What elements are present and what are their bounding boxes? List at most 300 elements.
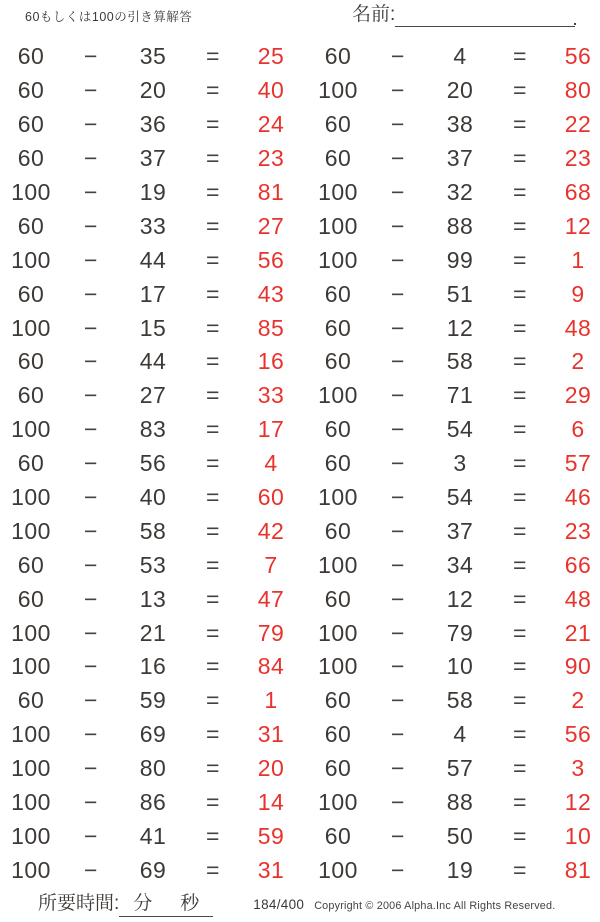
equals-sign: = <box>206 212 220 239</box>
problem-row <box>307 108 600 142</box>
minuend: 100 <box>11 856 51 883</box>
subtrahend: 36 <box>139 111 167 138</box>
equals-sign: = <box>513 450 527 477</box>
answer-value: 56 <box>564 721 592 748</box>
minus-operator: − <box>391 179 405 205</box>
answer-value: 40 <box>257 77 285 104</box>
subtrahend: 69 <box>139 856 167 883</box>
answer-value: 57 <box>564 450 592 477</box>
problem-row <box>0 379 290 413</box>
minuend: 100 <box>318 484 358 511</box>
answer-value: 68 <box>564 179 592 205</box>
minuend: 60 <box>17 450 45 477</box>
minus-operator: − <box>391 755 405 782</box>
problem-row <box>0 548 290 582</box>
answer-value: 2 <box>571 348 585 375</box>
problem-row <box>307 379 600 413</box>
subtrahend: 33 <box>139 212 167 239</box>
minus-operator: − <box>391 77 405 104</box>
answer-value: 84 <box>257 653 285 680</box>
answer-value: 81 <box>564 856 592 883</box>
subtrahend: 17 <box>139 280 167 307</box>
minus-operator: − <box>391 619 405 646</box>
subtrahend: 44 <box>139 246 167 273</box>
problem-row <box>0 684 290 718</box>
minuend: 100 <box>11 416 51 443</box>
answer-value: 31 <box>257 721 285 748</box>
minuend: 100 <box>318 856 358 883</box>
answer-value: 23 <box>564 517 592 544</box>
minus-operator: − <box>391 416 405 443</box>
minus-operator: − <box>391 111 405 138</box>
answer-value: 59 <box>257 822 285 849</box>
minus-operator: − <box>84 145 98 172</box>
subtrahend: 27 <box>139 382 167 409</box>
subtrahend: 71 <box>446 382 474 409</box>
minus-operator: − <box>84 212 98 239</box>
problem-row <box>307 345 600 379</box>
subtrahend: 44 <box>139 348 167 375</box>
subtrahend: 20 <box>139 77 167 104</box>
problem-row <box>307 311 600 345</box>
equals-sign: = <box>206 348 220 375</box>
subtrahend: 53 <box>139 551 167 578</box>
answer-value: 31 <box>257 856 285 883</box>
minuend: 60 <box>324 280 352 307</box>
subtrahend: 34 <box>446 551 474 578</box>
minuend: 100 <box>11 822 51 849</box>
problem-row <box>307 582 600 616</box>
minutes-label: 分 <box>133 893 153 914</box>
minuend: 100 <box>318 789 358 816</box>
answer-value: 48 <box>564 585 592 612</box>
minuend: 60 <box>324 687 352 714</box>
equals-sign: = <box>206 721 220 748</box>
minus-operator: − <box>84 822 98 849</box>
minuend: 60 <box>17 43 45 70</box>
minus-operator: − <box>84 551 98 578</box>
minus-operator: − <box>84 856 98 883</box>
answer-value: 1 <box>264 687 278 714</box>
minus-operator: − <box>84 484 98 511</box>
minuend: 100 <box>318 179 358 205</box>
equals-sign: = <box>513 212 527 239</box>
equals-sign: = <box>206 43 220 70</box>
equals-sign: = <box>206 517 220 544</box>
answer-value: 23 <box>257 145 285 172</box>
subtrahend: 58 <box>139 517 167 544</box>
equals-sign: = <box>513 619 527 646</box>
subtrahend: 51 <box>446 280 474 307</box>
minuend: 60 <box>324 450 352 477</box>
footer <box>0 888 600 917</box>
equals-sign: = <box>513 484 527 511</box>
minuend: 60 <box>324 721 352 748</box>
minuend: 60 <box>17 280 45 307</box>
minuend: 60 <box>17 348 45 375</box>
problem-row <box>0 819 290 853</box>
equals-sign: = <box>513 856 527 883</box>
problem-row <box>0 752 290 786</box>
answer-value: 25 <box>257 43 285 70</box>
problem-row <box>0 311 290 345</box>
equals-sign: = <box>513 246 527 273</box>
problems-column-left <box>0 40 290 888</box>
subtrahend: 37 <box>139 145 167 172</box>
minuend: 100 <box>318 551 358 578</box>
problem-row <box>307 209 600 243</box>
subtrahend: 69 <box>139 721 167 748</box>
minus-operator: − <box>391 348 405 375</box>
answer-value: 20 <box>257 755 285 782</box>
subtrahend: 19 <box>446 856 474 883</box>
page-indicator: 184/400 <box>253 897 305 912</box>
minuend: 100 <box>318 653 358 680</box>
minus-operator: − <box>391 585 405 612</box>
equals-sign: = <box>513 77 527 104</box>
answer-value: 56 <box>257 246 285 273</box>
answer-value: 6 <box>571 416 585 443</box>
minuend: 100 <box>11 246 51 273</box>
seconds-label: 秒 <box>180 893 200 914</box>
minuend: 100 <box>11 619 51 646</box>
problem-row <box>0 277 290 311</box>
problem-row <box>0 176 290 210</box>
equals-sign: = <box>513 551 527 578</box>
problem-row <box>0 447 290 481</box>
subtrahend: 58 <box>446 687 474 714</box>
problem-row <box>307 718 600 752</box>
equals-sign: = <box>513 789 527 816</box>
minus-operator: − <box>84 179 98 205</box>
equals-sign: = <box>513 721 527 748</box>
minuend: 100 <box>318 246 358 273</box>
minus-operator: − <box>391 822 405 849</box>
problems-column-right <box>290 40 600 888</box>
equals-sign: = <box>513 382 527 409</box>
subtrahend: 57 <box>446 755 474 782</box>
minus-operator: − <box>84 619 98 646</box>
problem-row <box>0 345 290 379</box>
answer-value: 14 <box>257 789 285 816</box>
problem-row <box>307 447 600 481</box>
problem-row <box>307 853 600 887</box>
equals-sign: = <box>206 687 220 714</box>
minus-operator: − <box>84 246 98 273</box>
minuend: 100 <box>11 314 51 341</box>
minuend: 100 <box>11 789 51 816</box>
minuend: 100 <box>11 755 51 782</box>
equals-sign: = <box>513 416 527 443</box>
answer-value: 24 <box>257 111 285 138</box>
answer-value: 27 <box>257 212 285 239</box>
minus-operator: − <box>84 314 98 341</box>
equals-sign: = <box>206 619 220 646</box>
minus-operator: − <box>84 77 98 104</box>
problem-row <box>0 718 290 752</box>
answer-value: 33 <box>257 382 285 409</box>
minuend: 60 <box>17 77 45 104</box>
subtrahend: 19 <box>139 179 167 205</box>
answer-value: 46 <box>564 484 592 511</box>
problem-row <box>0 853 290 887</box>
subtrahend: 40 <box>139 484 167 511</box>
answer-value: 56 <box>564 43 592 70</box>
minus-operator: − <box>84 111 98 138</box>
equals-sign: = <box>206 416 220 443</box>
subtrahend: 88 <box>446 789 474 816</box>
problem-row <box>307 277 600 311</box>
minuend: 60 <box>17 212 45 239</box>
answer-value: 3 <box>571 755 585 782</box>
problem-row <box>307 786 600 820</box>
answer-value: 43 <box>257 280 285 307</box>
equals-sign: = <box>513 517 527 544</box>
equals-sign: = <box>206 77 220 104</box>
subtrahend: 37 <box>446 145 474 172</box>
minuend: 60 <box>17 145 45 172</box>
problem-row <box>0 413 290 447</box>
problems-area <box>0 40 600 888</box>
problem-row <box>0 142 290 176</box>
problem-row <box>0 582 290 616</box>
subtrahend: 88 <box>446 212 474 239</box>
subtrahend: 12 <box>446 314 474 341</box>
minuend: 100 <box>11 721 51 748</box>
problem-row <box>307 40 600 74</box>
answer-value: 29 <box>564 382 592 409</box>
problem-row <box>0 616 290 650</box>
problem-row <box>0 514 290 548</box>
problem-row <box>307 752 600 786</box>
equals-sign: = <box>206 856 220 883</box>
equals-sign: = <box>206 145 220 172</box>
answer-value: 60 <box>257 484 285 511</box>
minus-operator: − <box>391 517 405 544</box>
minus-operator: − <box>391 43 405 70</box>
answer-value: 4 <box>264 450 278 477</box>
minuend: 60 <box>324 822 352 849</box>
equals-sign: = <box>513 43 527 70</box>
subtrahend: 4 <box>453 721 467 748</box>
equals-sign: = <box>513 585 527 612</box>
minus-operator: − <box>84 789 98 816</box>
equals-sign: = <box>513 179 527 205</box>
equals-sign: = <box>206 484 220 511</box>
minus-operator: − <box>391 314 405 341</box>
problem-row <box>307 650 600 684</box>
equals-sign: = <box>513 755 527 782</box>
name-area <box>352 3 575 27</box>
minuend: 100 <box>318 77 358 104</box>
minuend: 60 <box>324 585 352 612</box>
subtrahend: 41 <box>139 822 167 849</box>
name-blank-line <box>395 4 575 27</box>
equals-sign: = <box>206 789 220 816</box>
answer-value: 47 <box>257 585 285 612</box>
problem-row <box>307 413 600 447</box>
subtrahend: 37 <box>446 517 474 544</box>
minuend: 60 <box>17 382 45 409</box>
problem-row <box>307 74 600 108</box>
equals-sign: = <box>513 111 527 138</box>
answer-value: 2 <box>571 687 585 714</box>
answer-value: 48 <box>564 314 592 341</box>
subtrahend: 54 <box>446 484 474 511</box>
minus-operator: − <box>84 280 98 307</box>
problem-row <box>307 243 600 277</box>
problem-row <box>307 142 600 176</box>
equals-sign: = <box>206 382 220 409</box>
problem-row <box>0 786 290 820</box>
problem-row <box>0 40 290 74</box>
subtrahend: 80 <box>139 755 167 782</box>
minuend: 60 <box>17 551 45 578</box>
minuend: 60 <box>17 687 45 714</box>
answer-value: 21 <box>564 619 592 646</box>
answer-value: 12 <box>564 789 592 816</box>
problem-row <box>307 481 600 515</box>
answer-value: 7 <box>264 551 278 578</box>
minus-operator: − <box>84 382 98 409</box>
answer-value: 90 <box>564 653 592 680</box>
answer-value: 85 <box>257 314 285 341</box>
minuend: 60 <box>324 314 352 341</box>
problem-row <box>0 650 290 684</box>
equals-sign: = <box>206 179 220 205</box>
minus-operator: − <box>84 450 98 477</box>
minuend: 60 <box>324 43 352 70</box>
answer-value: 1 <box>571 246 585 273</box>
answer-value: 22 <box>564 111 592 138</box>
subtrahend: 13 <box>139 585 167 612</box>
subtrahend: 20 <box>446 77 474 104</box>
subtrahend: 12 <box>446 585 474 612</box>
answer-value: 79 <box>257 619 285 646</box>
minus-operator: − <box>84 687 98 714</box>
equals-sign: = <box>206 314 220 341</box>
minuend: 60 <box>17 585 45 612</box>
minus-operator: − <box>391 721 405 748</box>
minus-operator: − <box>391 212 405 239</box>
subtrahend: 50 <box>446 822 474 849</box>
minus-operator: − <box>391 484 405 511</box>
subtrahend: 10 <box>446 653 474 680</box>
subtrahend: 16 <box>139 653 167 680</box>
copyright-text: Copyright © 2006 Alpha.Inc All Rights Reserved. <box>314 900 556 912</box>
subtrahend: 15 <box>139 314 167 341</box>
minuend: 100 <box>318 212 358 239</box>
minuend: 100 <box>11 484 51 511</box>
problem-row <box>0 209 290 243</box>
problem-row <box>307 514 600 548</box>
answer-value: 42 <box>257 517 285 544</box>
minuend: 60 <box>324 111 352 138</box>
equals-sign: = <box>513 280 527 307</box>
time-blank-line <box>119 888 213 917</box>
subtrahend: 83 <box>139 416 167 443</box>
minuend: 100 <box>11 653 51 680</box>
minus-operator: − <box>391 789 405 816</box>
subtrahend: 86 <box>139 789 167 816</box>
equals-sign: = <box>206 585 220 612</box>
name-label: 名前: <box>352 4 396 25</box>
equals-sign: = <box>206 653 220 680</box>
minuend: 60 <box>324 416 352 443</box>
subtrahend: 59 <box>139 687 167 714</box>
problem-row <box>0 481 290 515</box>
answer-value: 81 <box>257 179 285 205</box>
problem-row <box>0 108 290 142</box>
answer-value: 23 <box>564 145 592 172</box>
minus-operator: − <box>84 348 98 375</box>
minus-operator: − <box>391 687 405 714</box>
minuend: 60 <box>324 348 352 375</box>
subtrahend: 54 <box>446 416 474 443</box>
equals-sign: = <box>513 687 527 714</box>
minuend: 100 <box>11 179 51 205</box>
answer-value: 16 <box>257 348 285 375</box>
answer-value: 12 <box>564 212 592 239</box>
answer-value: 66 <box>564 551 592 578</box>
minus-operator: − <box>84 416 98 443</box>
problem-row <box>307 684 600 718</box>
subtrahend: 35 <box>139 43 167 70</box>
equals-sign: = <box>513 348 527 375</box>
minus-operator: − <box>391 653 405 680</box>
subtrahend: 3 <box>453 450 467 477</box>
equals-sign: = <box>206 755 220 782</box>
time-required-label: 所要時間: <box>38 893 120 914</box>
minuend: 60 <box>324 145 352 172</box>
equals-sign: = <box>513 314 527 341</box>
equals-sign: = <box>513 822 527 849</box>
minuend: 100 <box>318 382 358 409</box>
minuend: 60 <box>324 517 352 544</box>
minuend: 100 <box>11 517 51 544</box>
minus-operator: − <box>391 856 405 883</box>
minus-operator: − <box>84 43 98 70</box>
subtrahend: 56 <box>139 450 167 477</box>
subtrahend: 99 <box>446 246 474 273</box>
minus-operator: − <box>84 755 98 782</box>
answer-value: 10 <box>564 822 592 849</box>
problem-row <box>0 243 290 277</box>
minus-operator: − <box>391 280 405 307</box>
minus-operator: − <box>391 450 405 477</box>
minus-operator: − <box>391 145 405 172</box>
problem-row <box>307 548 600 582</box>
minus-operator: − <box>84 585 98 612</box>
subtrahend: 38 <box>446 111 474 138</box>
minus-operator: − <box>391 382 405 409</box>
minuend: 60 <box>17 111 45 138</box>
equals-sign: = <box>206 280 220 307</box>
equals-sign: = <box>206 551 220 578</box>
answer-value: 80 <box>564 77 592 104</box>
minuend: 100 <box>318 619 358 646</box>
equals-sign: = <box>206 111 220 138</box>
subtrahend: 4 <box>453 43 467 70</box>
minuend: 60 <box>324 755 352 782</box>
subtrahend: 21 <box>139 619 167 646</box>
equals-sign: = <box>513 653 527 680</box>
subtrahend: 58 <box>446 348 474 375</box>
subtrahend: 79 <box>446 619 474 646</box>
minus-operator: − <box>84 721 98 748</box>
equals-sign: = <box>206 450 220 477</box>
minus-operator: − <box>391 551 405 578</box>
